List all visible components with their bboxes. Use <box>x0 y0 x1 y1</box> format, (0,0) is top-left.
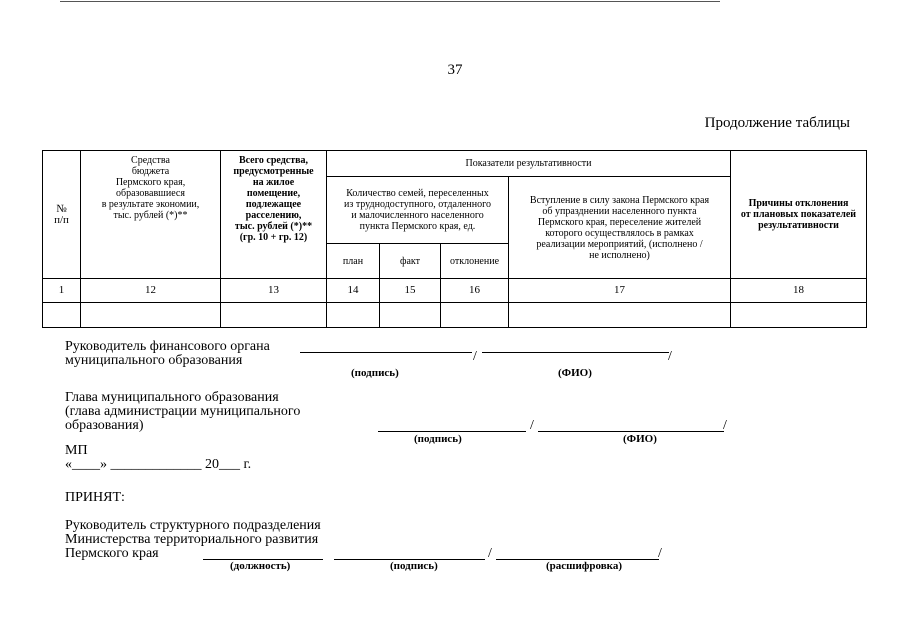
header-reasons: Причины отклонения от плановых показателей результативности <box>731 151 867 279</box>
fio-caption: (ФИО) <box>623 433 657 445</box>
stamp-label: МП <box>65 443 88 458</box>
finance-head-title: Руководитель финансового органа муниципального образования <box>65 339 270 368</box>
table-cell: 1 <box>43 279 81 303</box>
separator-slash: / <box>530 418 534 433</box>
header-budget-funds: Средства бюджета Пермского края, образовавшиеся в результате экономии, тыс. рублей (*)** <box>81 151 221 279</box>
table-cell <box>327 303 380 328</box>
header-indicators: Показатели результативности <box>327 151 731 177</box>
continuation-label: Продолжение таблицы <box>704 115 850 131</box>
separator-slash: / <box>668 349 672 364</box>
table-row-empty <box>43 303 867 328</box>
table-cell: 13 <box>221 279 327 303</box>
header-fact: факт <box>380 244 441 279</box>
header-deviation: отклонение <box>441 244 509 279</box>
table-cell: 16 <box>441 279 509 303</box>
table-cell <box>81 303 221 328</box>
table-cell: 17 <box>509 279 731 303</box>
page-number: 37 <box>447 62 463 78</box>
table-row-column-numbers <box>43 279 867 303</box>
table-cell <box>43 303 81 328</box>
signature-caption: (подпись) <box>351 367 399 379</box>
header-total-funds: Всего средства, предусмотренные на жилое помещение, подлежащее расселению, тыс. рублей (*)** (гр. 10 + гр. 12) <box>221 151 327 279</box>
table-cell <box>441 303 509 328</box>
results-table <box>42 150 867 328</box>
header-law: Вступление в силу закона Пермского края об упразднении населенного пункта Пермского края, переселение жителей которого осуществлялось в рамках реализации мероприятий, (исполнено / не исполнено) <box>509 177 731 279</box>
table-cell <box>509 303 731 328</box>
table-cell <box>380 303 441 328</box>
position-caption: (должность) <box>230 560 291 572</box>
accepted-heading: ПРИНЯТ: <box>65 490 125 505</box>
table-cell: 18 <box>731 279 867 303</box>
date-line: «____» _____________ 20___ г. <box>65 457 252 472</box>
table-cell: 14 <box>327 279 380 303</box>
table-header-row <box>43 151 867 177</box>
separator-slash: / <box>473 349 477 364</box>
fio-line <box>482 352 669 353</box>
separator-slash: / <box>658 546 662 561</box>
separator-slash: / <box>723 418 727 433</box>
municipal-head-title: Глава муниципального образования (глава администрации муниципального образования) <box>65 390 301 433</box>
table-cell: 15 <box>380 279 441 303</box>
header-plan: план <box>327 244 380 279</box>
signature-line <box>300 352 472 353</box>
structural-head-title: Руководитель структурного подразделения Министерства территориального развития Пермского края <box>65 518 321 561</box>
fio-line <box>538 431 724 432</box>
decoding-caption: (расшифровка) <box>546 560 623 572</box>
table-cell: 12 <box>81 279 221 303</box>
table-cell <box>731 303 867 328</box>
signature-caption: (подпись) <box>390 560 438 572</box>
table-cell <box>221 303 327 328</box>
scan-edge-line <box>60 1 720 2</box>
signature-caption: (подпись) <box>414 433 462 445</box>
fio-caption: (ФИО) <box>558 367 592 379</box>
separator-slash: / <box>488 546 492 561</box>
header-no: № п/п <box>43 151 81 279</box>
signature-line <box>378 431 526 432</box>
header-families: Количество семей, переселенных из труднодоступного, отдаленного и малочисленного населенного пункта Пермского края, ед. <box>327 177 509 244</box>
